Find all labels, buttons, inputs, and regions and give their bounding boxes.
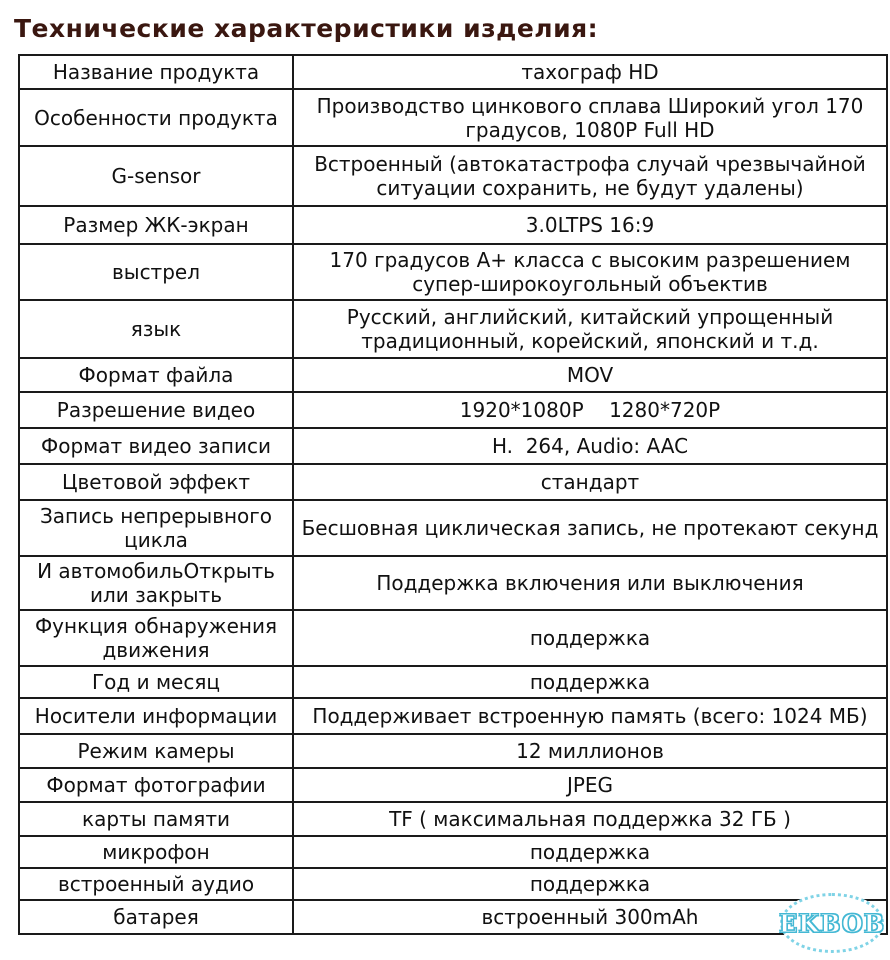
spec-name: встроенный аудио xyxy=(19,868,293,900)
spec-value: поддержка xyxy=(293,868,887,900)
table-row xyxy=(19,556,887,610)
spec-value: TF ( максимальная поддержка 32 ГБ ) xyxy=(293,802,887,836)
spec-name: И автомобильОткрыть или закрыть xyxy=(19,556,293,610)
table-row xyxy=(19,768,887,802)
table-row xyxy=(19,698,887,734)
table-row xyxy=(19,206,887,244)
spec-value: Поддержка включения или выключения xyxy=(293,556,887,610)
table-row xyxy=(19,500,887,556)
spec-name: Носители информации xyxy=(19,698,293,734)
spec-value: стандарт xyxy=(293,464,887,500)
table-row xyxy=(19,610,887,666)
spec-name: Функция обнаружения движения xyxy=(19,610,293,666)
spec-name: Разрешение видео xyxy=(19,392,293,428)
spec-value: Русский, английский, китайский упрощенный традиционный, корейский, японский и т.д. xyxy=(293,300,887,358)
spec-value: Производство цинкового сплава Широкий угол 170 градусов, 1080P Full HD xyxy=(293,89,887,146)
spec-name: Формат видео записи xyxy=(19,428,293,464)
table-row xyxy=(19,464,887,500)
table-row xyxy=(19,428,887,464)
spec-value: 1920*1080P 1280*720P xyxy=(293,392,887,428)
table-row xyxy=(19,900,887,934)
table-row xyxy=(19,868,887,900)
spec-value: поддержка xyxy=(293,666,887,698)
spec-value: H. 264, Audio: AAC xyxy=(293,428,887,464)
spec-value: поддержка xyxy=(293,610,887,666)
table-row xyxy=(19,146,887,206)
spec-name: батарея xyxy=(19,900,293,934)
table-row xyxy=(19,836,887,868)
spec-name: G-sensor xyxy=(19,146,293,206)
table-row xyxy=(19,89,887,146)
spec-value: поддержка xyxy=(293,836,887,868)
table-row xyxy=(19,244,887,300)
page-title: Технические характеристики изделия: xyxy=(14,14,599,43)
spec-name: выстрел xyxy=(19,244,293,300)
spec-name: Размер ЖК-экран xyxy=(19,206,293,244)
table-row xyxy=(19,802,887,836)
spec-name: язык xyxy=(19,300,293,358)
spec-value: встроенный 300mAh xyxy=(293,900,887,934)
watermark-text: EKBOB xyxy=(778,908,886,938)
table-row xyxy=(19,666,887,698)
spec-value: Бесшовная циклическая запись, не протекают секунд xyxy=(293,500,887,556)
spec-name: Запись непрерывного цикла xyxy=(19,500,293,556)
table-row xyxy=(19,358,887,392)
spec-value: 3.0LTPS 16:9 xyxy=(293,206,887,244)
spec-name: Режим камеры xyxy=(19,734,293,768)
table-row xyxy=(19,300,887,358)
spec-value: Поддерживает встроенную память (всего: 1024 МБ) xyxy=(293,698,887,734)
spec-name: карты памяти xyxy=(19,802,293,836)
spec-table xyxy=(18,54,888,935)
table-row xyxy=(19,392,887,428)
spec-name: микрофон xyxy=(19,836,293,868)
watermark-badge xyxy=(780,893,884,953)
spec-name: Особенности продукта xyxy=(19,89,293,146)
table-row xyxy=(19,55,887,89)
spec-name: Год и месяц xyxy=(19,666,293,698)
table-row xyxy=(19,734,887,768)
spec-value: Встроенный (автокатастрофа случай чрезвычайной ситуации сохранить, не будут удалены) xyxy=(293,146,887,206)
spec-value: MOV xyxy=(293,358,887,392)
spec-value: JPEG xyxy=(293,768,887,802)
spec-name: Название продукта xyxy=(19,55,293,89)
spec-value: 170 градусов А+ класса с высоким разрешением супер-широкоугольный объектив xyxy=(293,244,887,300)
spec-name: Формат фотографии xyxy=(19,768,293,802)
spec-value: 12 миллионов xyxy=(293,734,887,768)
spec-name: Формат файла xyxy=(19,358,293,392)
spec-value: тахограф HD xyxy=(293,55,887,89)
spec-name: Цветовой эффект xyxy=(19,464,293,500)
